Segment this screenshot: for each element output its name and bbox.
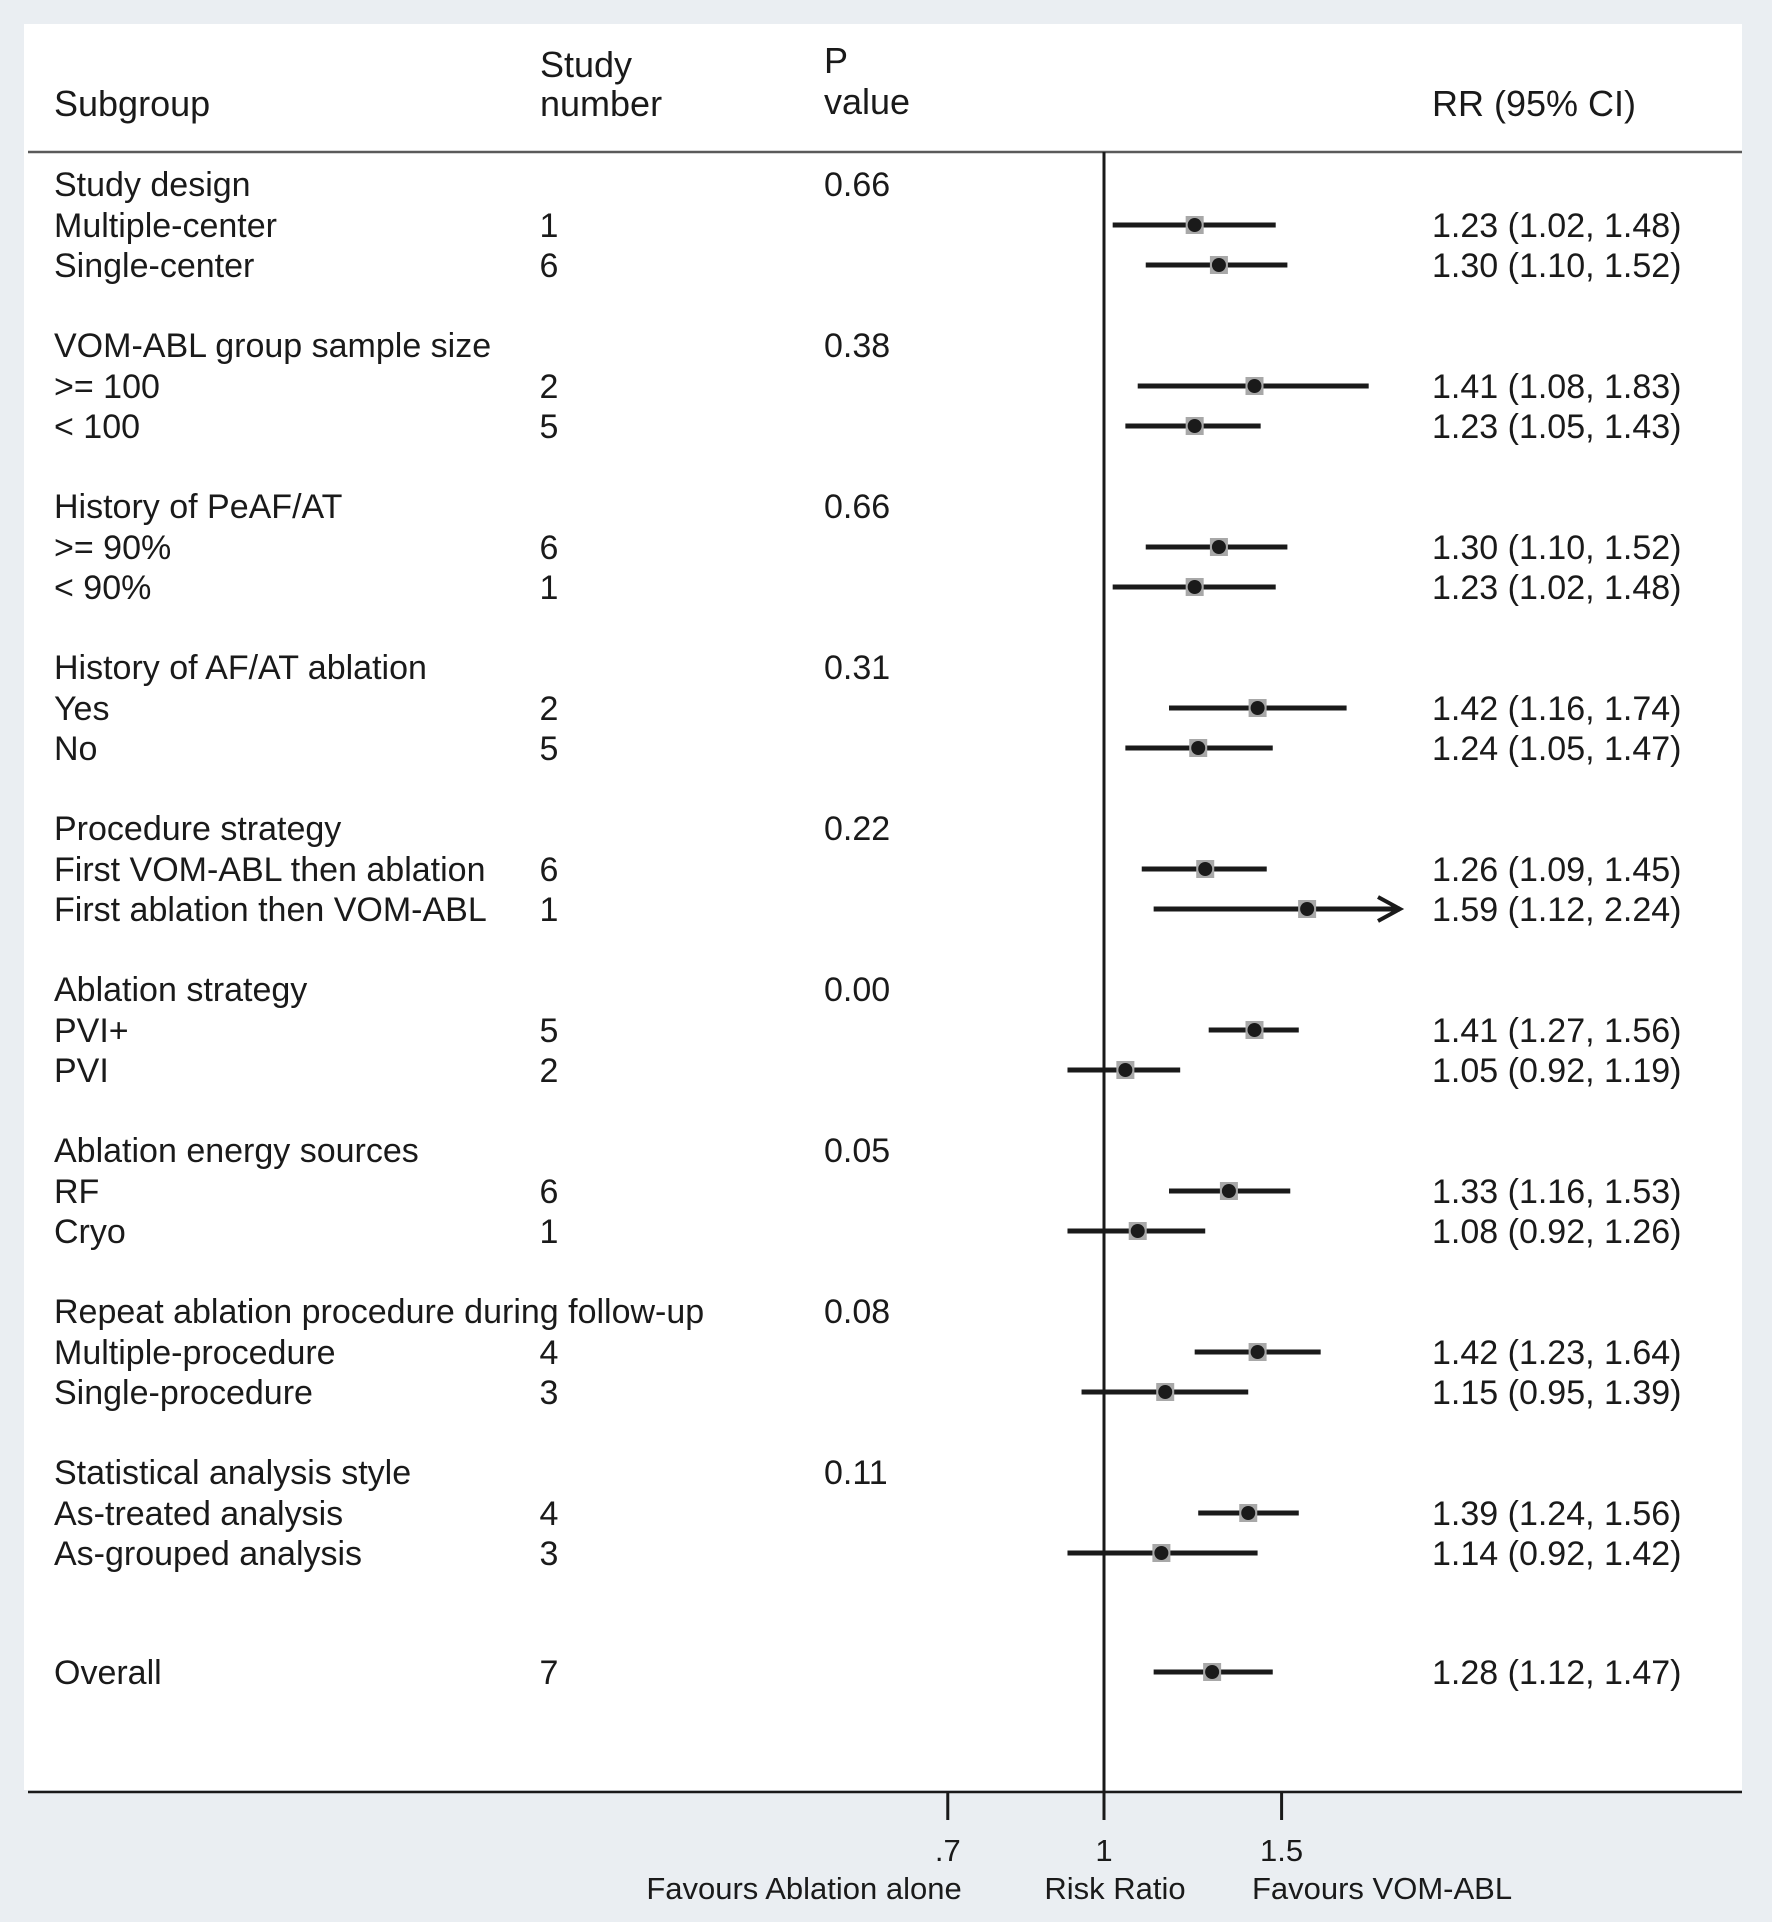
- group-p-value: 0.08: [824, 1293, 891, 1331]
- rr-ci-text: 1.23 (1.02, 1.48): [1432, 569, 1682, 607]
- subgroup-label: Multiple-center: [54, 207, 277, 245]
- effect-row-point: [1154, 1546, 1168, 1560]
- subgroup-label: RF: [54, 1173, 100, 1211]
- group-p-value: 0.05: [824, 1132, 891, 1170]
- study-number: 1: [539, 569, 559, 607]
- group-title: History of PeAF/AT: [54, 488, 343, 526]
- overall-label: Overall: [54, 1654, 162, 1692]
- rr-ci-text: 1.24 (1.05, 1.47): [1432, 730, 1682, 768]
- subgroup-label: < 90%: [54, 569, 152, 607]
- group-title: Repeat ablation procedure during follow-up: [54, 1293, 705, 1331]
- x-label-center: Risk Ratio: [1044, 1871, 1186, 1906]
- rr-ci-text: 1.59 (1.12, 2.24): [1432, 891, 1682, 929]
- subgroup-label: First ablation then VOM-ABL: [54, 891, 487, 929]
- x-tick-label: .7: [934, 1833, 961, 1868]
- study-number: 6: [539, 851, 559, 889]
- rr-ci-text: 1.30 (1.10, 1.52): [1432, 529, 1682, 567]
- subgroup-label: >= 90%: [54, 529, 172, 567]
- study-number: 6: [539, 529, 559, 567]
- rr-ci-text: 1.41 (1.27, 1.56): [1432, 1012, 1682, 1050]
- overall-rr-ci-text: 1.28 (1.12, 1.47): [1432, 1654, 1682, 1692]
- study-number: 2: [539, 690, 559, 728]
- effect-row-point: [1251, 1345, 1265, 1359]
- rr-ci-text: 1.08 (0.92, 1.26): [1432, 1213, 1682, 1251]
- effect-row-point: [1131, 1224, 1145, 1238]
- study-number: 1: [539, 207, 559, 245]
- rr-ci-text: 1.39 (1.24, 1.56): [1432, 1495, 1682, 1533]
- group-p-value: 0.38: [824, 327, 891, 365]
- effect-row-point: [1118, 1063, 1132, 1077]
- group-title: Procedure strategy: [54, 810, 342, 848]
- rr-ci-text: 1.26 (1.09, 1.45): [1432, 851, 1682, 889]
- group-title: Statistical analysis style: [54, 1454, 412, 1492]
- rr-ci-text: 1.23 (1.05, 1.43): [1432, 408, 1682, 446]
- study-number: 1: [539, 1213, 559, 1251]
- study-number: 6: [539, 247, 559, 285]
- study-number: 4: [539, 1495, 559, 1533]
- subgroup-label: First VOM-ABL then ablation: [54, 851, 486, 889]
- group-p-value: 0.11: [824, 1454, 888, 1492]
- rr-ci-text: 1.14 (0.92, 1.42): [1432, 1535, 1682, 1573]
- group-title: Ablation strategy: [54, 971, 308, 1009]
- rr-ci-text: 1.23 (1.02, 1.48): [1432, 207, 1682, 245]
- subgroup-label: No: [54, 730, 98, 768]
- effect-row-point: [1191, 741, 1205, 755]
- rr-ci-text: 1.05 (0.92, 1.19): [1432, 1052, 1682, 1090]
- group-title: VOM-ABL group sample size: [54, 327, 492, 365]
- group-p-value: 0.31: [824, 649, 891, 687]
- group-p-value: 0.22: [824, 810, 891, 848]
- header-rr: RR (95% CI): [1432, 83, 1637, 124]
- rr-ci-text: 1.42 (1.23, 1.64): [1432, 1334, 1682, 1372]
- effect-row-point: [1247, 379, 1261, 393]
- overall-study-number: 7: [539, 1654, 559, 1692]
- study-number: 4: [539, 1334, 559, 1372]
- group-title: History of AF/AT ablation: [54, 649, 427, 687]
- subgroup-label: PVI+: [54, 1012, 129, 1050]
- effect-row-point: [1222, 1184, 1236, 1198]
- study-number: 1: [539, 891, 559, 929]
- study-number: 6: [539, 1173, 559, 1211]
- subgroup-label: Yes: [54, 690, 110, 728]
- effect-row-point: [1251, 701, 1265, 715]
- subgroup-label: Single-procedure: [54, 1374, 313, 1412]
- subgroup-label: Cryo: [54, 1213, 126, 1251]
- subgroup-label: As-treated analysis: [54, 1495, 344, 1533]
- effect-row-point: [1198, 862, 1212, 876]
- effect-row-point: [1158, 1385, 1172, 1399]
- header-p-value-line1: P: [824, 40, 849, 81]
- effect-row-point: [1212, 540, 1226, 554]
- study-number: 2: [539, 368, 559, 406]
- study-number: 5: [539, 730, 559, 768]
- x-axis: [935, 1792, 1303, 1868]
- rr-ci-text: 1.33 (1.16, 1.53): [1432, 1173, 1682, 1211]
- group-p-value: 0.66: [824, 488, 891, 526]
- rr-ci-text: 1.30 (1.10, 1.52): [1432, 247, 1682, 285]
- study-number: 5: [539, 1012, 559, 1050]
- effect-row-point: [1300, 902, 1314, 916]
- effect-row-point: [1188, 218, 1202, 232]
- x-label-left: Favours Ablation alone: [646, 1871, 962, 1906]
- header-study-number-line1: Study: [540, 44, 633, 85]
- effect-row-point: [1212, 258, 1226, 272]
- group-title: Study design: [54, 166, 251, 204]
- effect-row-point: [1188, 580, 1202, 594]
- study-number: 5: [539, 408, 559, 446]
- effect-row-point: [1241, 1506, 1255, 1520]
- rr-ci-text: 1.15 (0.95, 1.39): [1432, 1374, 1682, 1412]
- overall-effect-point: [1205, 1665, 1219, 1679]
- group-title: Ablation energy sources: [54, 1132, 419, 1170]
- x-tick-label: 1: [1095, 1833, 1113, 1868]
- group-p-value: 0.00: [824, 971, 891, 1009]
- study-number: 3: [539, 1535, 559, 1573]
- header-p-value-line2: value: [824, 81, 911, 122]
- subgroup-label: < 100: [54, 408, 141, 446]
- effect-row-point: [1188, 419, 1202, 433]
- rr-ci-text: 1.42 (1.16, 1.74): [1432, 690, 1682, 728]
- x-label-right: Favours VOM-ABL: [1251, 1871, 1513, 1906]
- group-p-value: 0.66: [824, 166, 891, 204]
- header-subgroup: Subgroup: [54, 83, 211, 124]
- study-number: 2: [539, 1052, 559, 1090]
- x-tick-label: 1.5: [1260, 1833, 1304, 1868]
- rr-ci-text: 1.41 (1.08, 1.83): [1432, 368, 1682, 406]
- header-study-number-line2: number: [540, 83, 663, 124]
- subgroup-label: PVI: [54, 1052, 109, 1090]
- subgroup-label: >= 100: [54, 368, 160, 406]
- subgroup-label: Multiple-procedure: [54, 1334, 336, 1372]
- subgroup-label: As-grouped analysis: [54, 1535, 363, 1573]
- effect-row-point: [1247, 1023, 1261, 1037]
- study-number: 3: [539, 1374, 559, 1412]
- subgroup-label: Single-center: [54, 247, 255, 285]
